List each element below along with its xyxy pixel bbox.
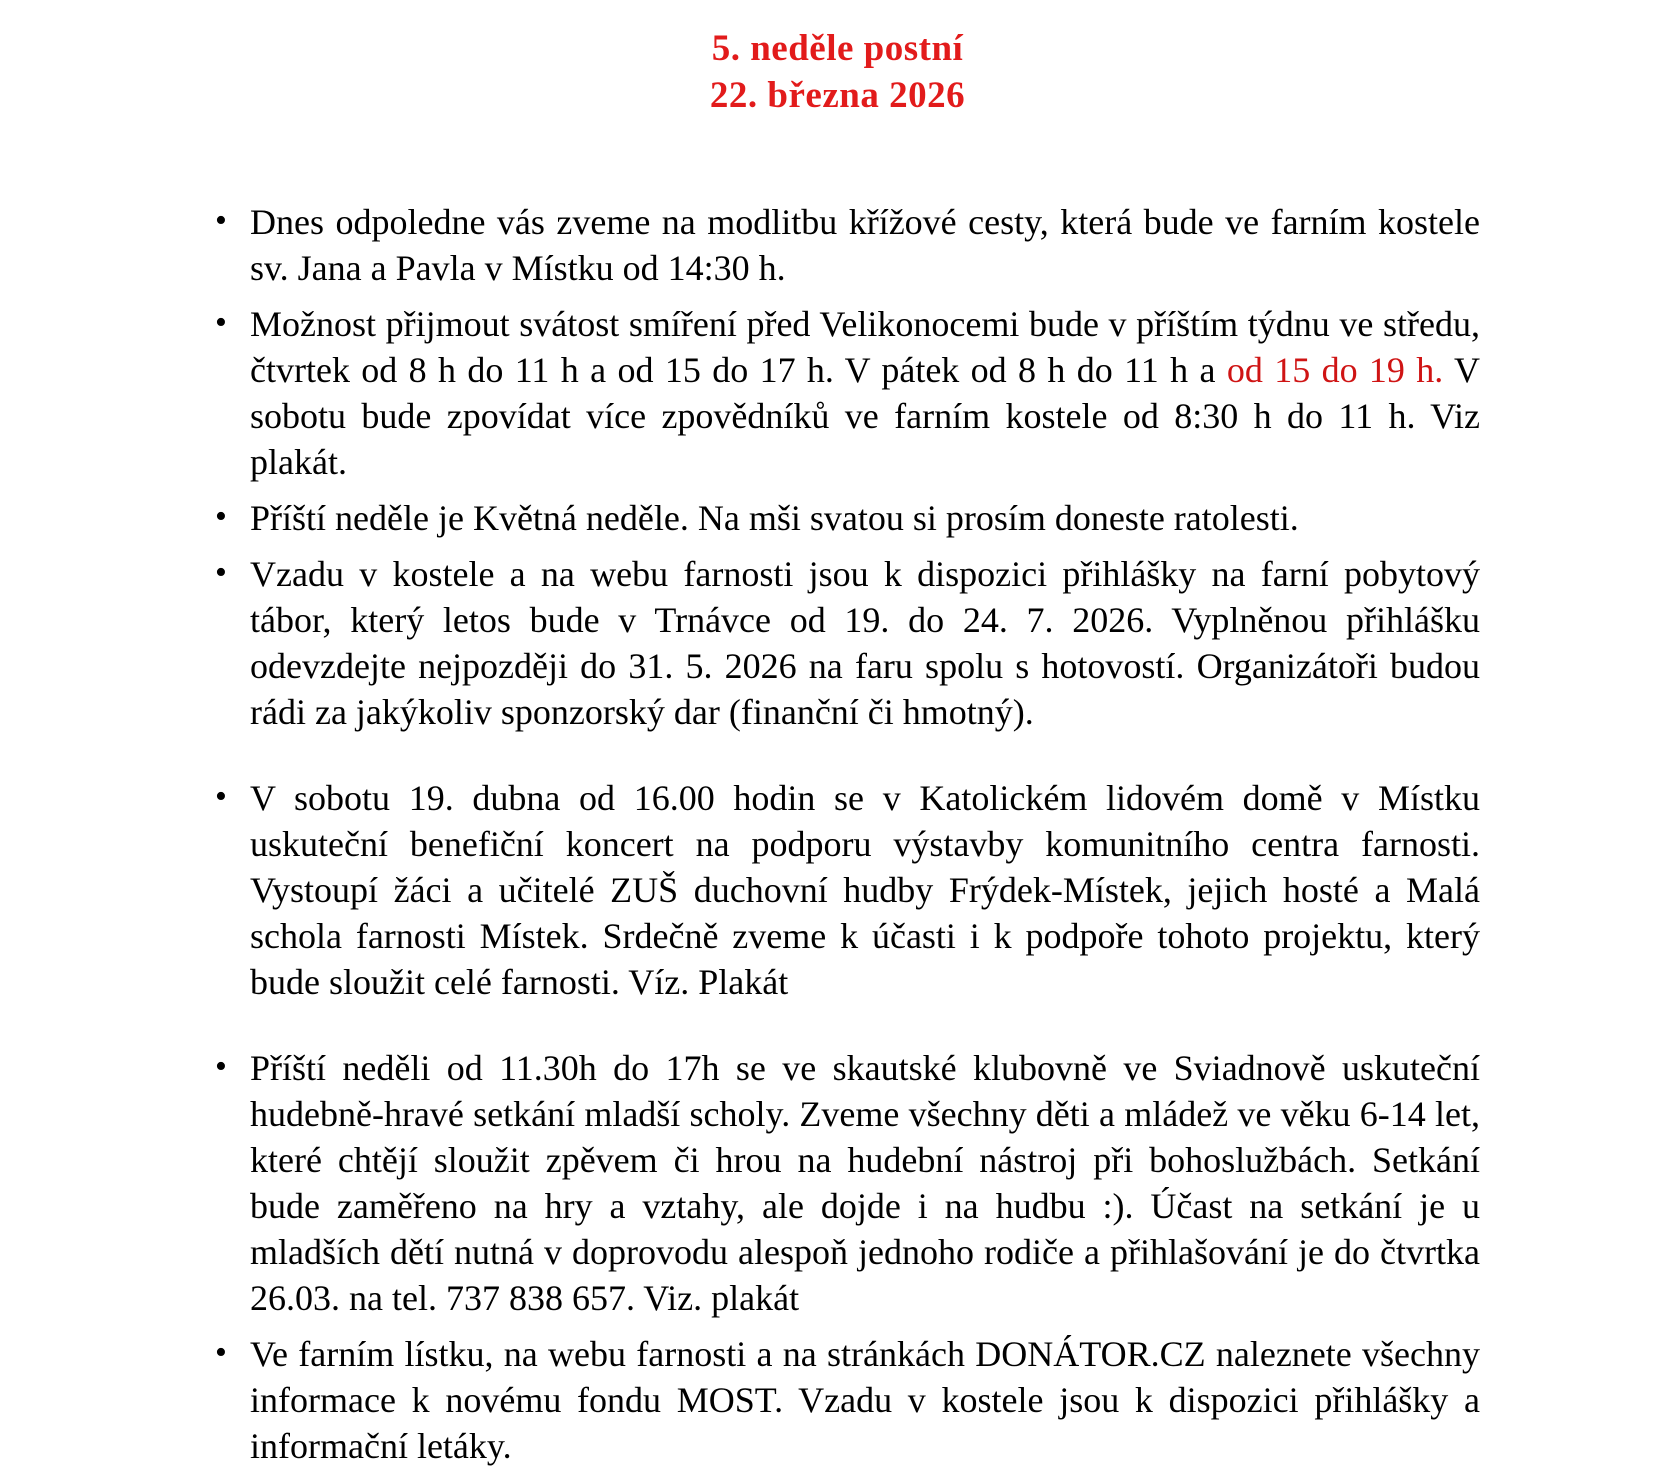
bulletin-title-sunday: 5. neděle postní [711, 28, 964, 69]
announcement-list [195, 199, 1480, 1469]
announcement-item [195, 1331, 1480, 1469]
bullet-icon: • [215, 202, 227, 239]
bulletin-header [195, 25, 1480, 119]
announcement-text: V sobotu 19. dubna od 16.00 hodin se v Katolickém lidovém domě v Místku uskuteční benefiční koncert na podporu výstavby komunitního centra farnosti. Vystoupí žáci a učitelé ZUŠ duchovní hudby Frýdek-Místek, jejich hosté a Malá schola farnosti Místek. Srdečně zveme k účasti i k podpoře tohoto projektu, který bude sloužit celé farnosti. Víz. Plakát [250, 778, 1480, 1002]
bulletin-title-date: 22. března 2026 [709, 75, 966, 116]
announcement-item [195, 199, 1480, 291]
bullet-icon: • [215, 498, 227, 535]
announcement-item [195, 495, 1480, 541]
announcement-text: Dnes odpoledne vás zveme na modlitbu křížové cesty, která bude ve farním kostele sv. Jana a Pavla v Místku od 14:30 h. [250, 202, 1480, 288]
bullet-icon: • [215, 1048, 227, 1085]
bullet-icon: • [215, 554, 227, 591]
bullet-icon: • [215, 304, 227, 341]
announcement-text: V sobotu bude zpovídat více zpovědníků ve farním kostele od 8:30 h do 11 h. Viz plakát. [250, 350, 1481, 482]
announcement-text: Příští neděli od 11.30h do 17h se ve skautské klubovně ve Sviadnově uskuteční hudebně-hravé setkání mladší scholy. Zveme všechny děti a mládež ve věku 6-14 let, které chtějí sloužit zpěvem či hrou na hudební nástroj při bohoslužbách. Setkání bude zaměřeno na hry a vztahy, ale dojde i na hudbu :). Účast na setkání je u mladších dětí nutná v doprovodu alespoň jednoho rodiče a přihlašování je do čtvrtka 26.03. na tel. 737 838 657. Viz. plakát [250, 1048, 1480, 1318]
announcement-text-highlight: od 15 do 19 h. [1226, 350, 1444, 390]
announcement-text: Možnost přijmout svátost smíření před Velikonocemi bude v příštím týdnu ve středu, čtvrtek od 8 h do 11 h a od 15 do 17 h. V pátek od 8 h do 11 h a [250, 304, 1480, 390]
bullet-icon: • [215, 778, 227, 815]
bullet-icon: • [215, 1334, 227, 1371]
announcement-item [195, 301, 1480, 485]
announcement-item [195, 551, 1480, 735]
announcement-item [195, 1045, 1480, 1321]
announcement-item [195, 775, 1480, 1005]
announcement-text: Ve farním lístku, na webu farnosti a na stránkách DONÁTOR.CZ naleznete všechny informace k novému fondu MOST. Vzadu v kostele jsou k dispozici přihlášky a informační letáky. [250, 1334, 1480, 1466]
announcement-text: Vzadu v kostele a na webu farnosti jsou k dispozici přihlášky na farní pobytový tábor, který letos bude v Trnávce od 19. do 24. 7. 2026. Vyplněnou přihlášku odevzdejte nejpozději do 31. 5. 2026 na faru spolu s hotovostí. Organizátoři budou rádi za jakýkoliv sponzorský dar (finanční či hmotný). [250, 554, 1480, 732]
announcement-text: Příští neděle je Květná neděle. Na mši svatou si prosím doneste ratolesti. [250, 498, 1299, 538]
